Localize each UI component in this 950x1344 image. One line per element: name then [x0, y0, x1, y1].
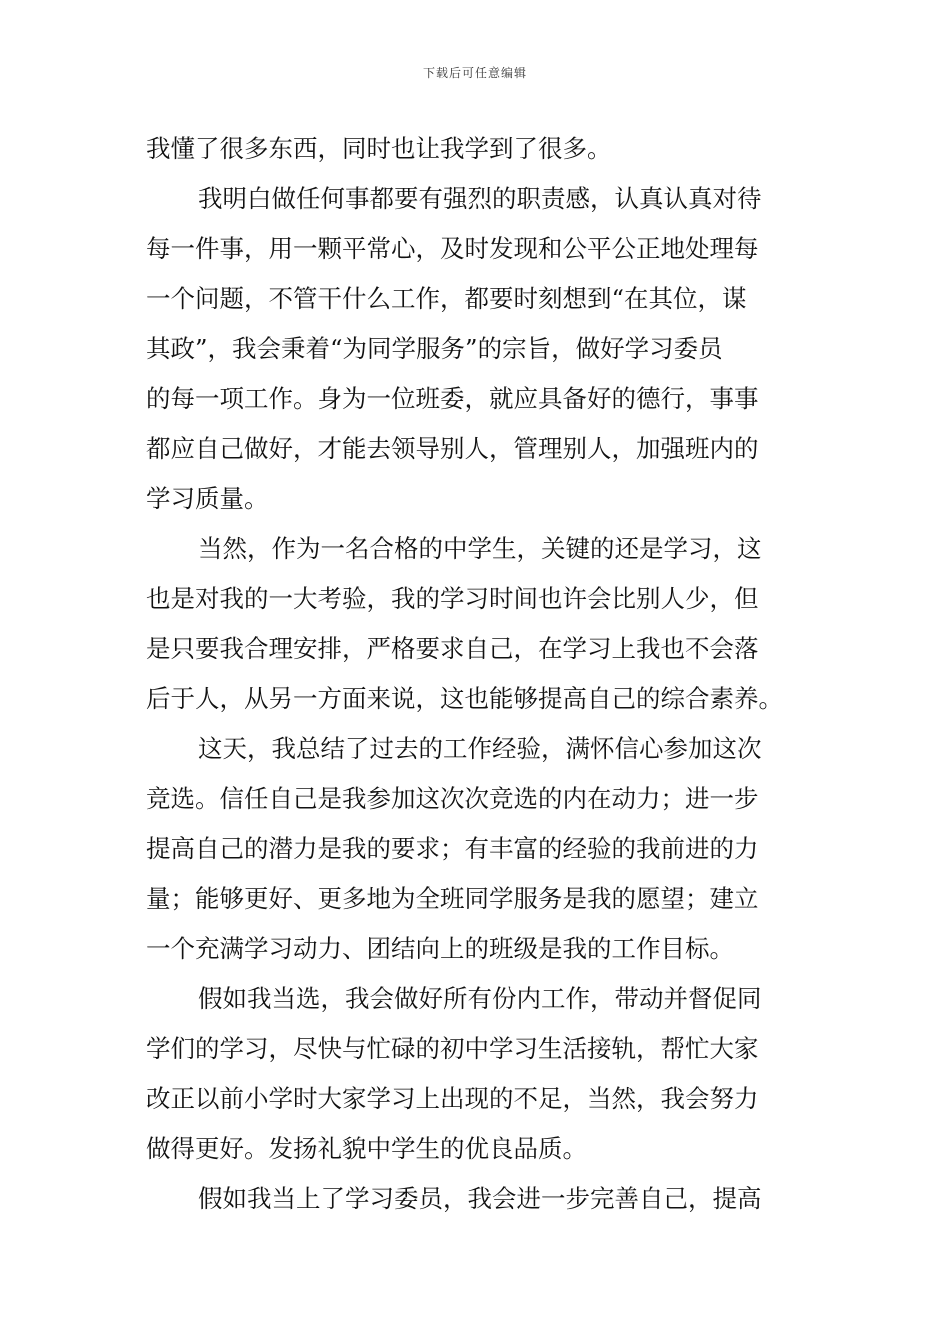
- text-line: 每一件事，用一颗平常心，及时发现和公平公正地处理每: [146, 234, 759, 263]
- text-line: 是只要我合理安排，严格要求自己，在学习上我也不会落: [146, 634, 759, 663]
- text-line: 学习质量。: [146, 484, 269, 513]
- paragraph-first-line: 我明白做任何事都要有强烈的职责感，认真认真对待: [198, 184, 762, 213]
- text-line: 学们的学习，尽快与忙碌的初中学习生活接轨，帮忙大家: [146, 1034, 759, 1063]
- text-line: 提高自己的潜力是我的要求；有丰富的经验的我前进的力: [146, 834, 759, 863]
- paragraph-first-line: 当然，作为一名合格的中学生，关键的还是学习，这: [198, 534, 762, 563]
- text-line: 都应自己做好，才能去领导别人，管理别人，加强班内的: [146, 434, 759, 463]
- paragraph-first-line: 这天，我总结了过去的工作经验，满怀信心参加这次: [198, 734, 762, 763]
- paragraph-first-line: 假如我当选，我会做好所有份内工作，带动并督促同: [198, 984, 762, 1013]
- text-line: 竞选。信任自己是我参加这次次竞选的内在动力；进一步: [146, 784, 759, 813]
- text-line: 其政”，我会秉着“为同学服务”的宗旨，做好学习委员: [146, 334, 723, 363]
- text-line: 我懂了很多东西，同时也让我学到了很多。: [146, 134, 612, 163]
- text-line: 一个问题，不管干什么工作，都要时刻想到“在其位，谋: [146, 284, 747, 313]
- document-body: [146, 124, 808, 1224]
- text-line: 做得更好。发扬礼貌中学生的优良品质。: [146, 1134, 587, 1163]
- page-header: 下载后可任意编辑: [422, 66, 527, 80]
- text-line: 的每一项工作。身为一位班委，就应具备好的德行，事事: [146, 384, 759, 413]
- text-line: 量；能够更好、更多地为全班同学服务是我的愿望；建立: [146, 884, 759, 913]
- text-line: 也是对我的一大考验，我的学习时间也许会比别人少，但: [146, 584, 759, 613]
- paragraph-first-line: 假如我当上了学习委员，我会进一步完善自己，提高: [198, 1184, 762, 1213]
- text-line: 后于人，从另一方面来说，这也能够提高自己的综合素养。: [146, 684, 783, 713]
- text-line: 一个充满学习动力、团结向上的班级是我的工作目标。: [146, 934, 734, 963]
- text-line: 改正以前小学时大家学习上出现的不足，当然，我会努力: [146, 1084, 759, 1113]
